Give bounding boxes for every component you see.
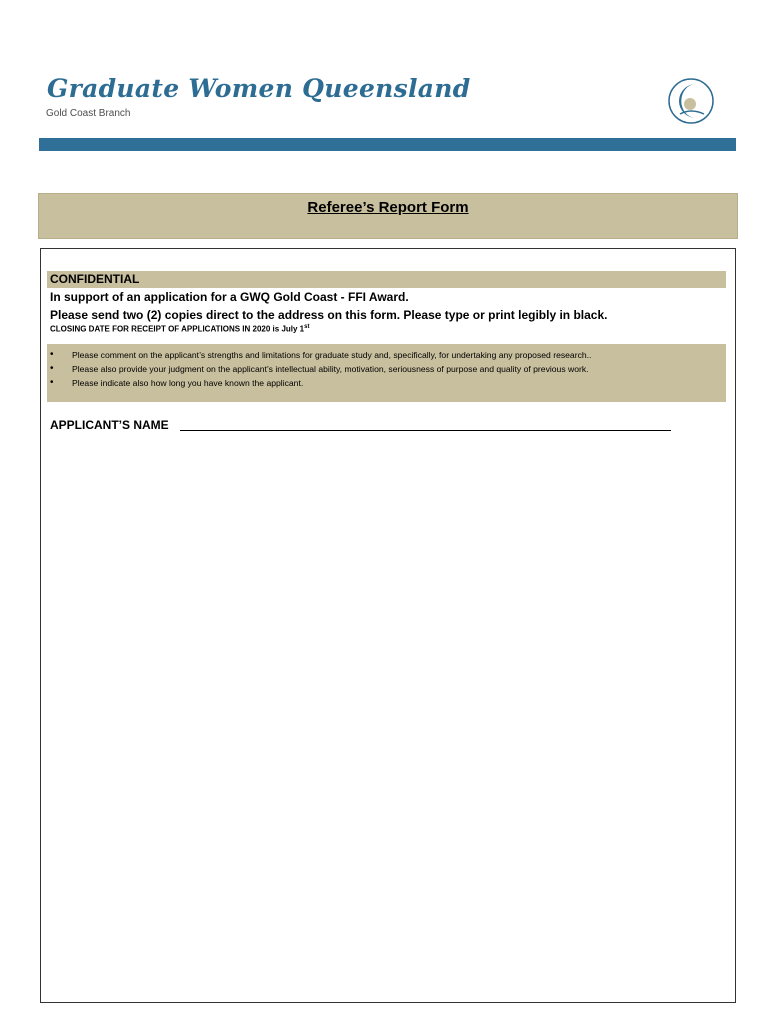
- applicant-name-field[interactable]: [180, 430, 671, 431]
- instruction-text: Please indicate also how long you have known the applicant.: [72, 378, 304, 388]
- header-bar: [39, 138, 736, 151]
- closing-date-suffix: st: [304, 324, 310, 330]
- send-line: Please send two (2) copies direct to the address on this form. Please type or print legibly in black.: [50, 308, 608, 322]
- branch-name: Gold Coast Branch: [46, 108, 131, 119]
- title-band: [38, 193, 738, 239]
- support-line: In support of an application for a GWQ Gold Coast - FFI Award.: [50, 290, 409, 304]
- bullet-icon: •: [50, 349, 54, 360]
- instruction-text: Please also provide your judgment on the applicant’s intellectual ability, motivation, seriousness of purpose and quality of previous work.: [72, 364, 589, 374]
- moon-emblem-icon: [666, 78, 716, 124]
- bullet-icon: •: [50, 377, 54, 388]
- applicant-name-label: APPLICANT’S NAME: [50, 418, 169, 432]
- closing-date-line: [50, 324, 309, 334]
- org-name: Graduate Women Queensland: [47, 74, 471, 103]
- confidential-label: CONFIDENTIAL: [50, 272, 140, 286]
- instruction-text: Please comment on the applicant’s strengths and limitations for graduate study and, specifically, for undertaking any proposed research..: [72, 350, 592, 360]
- instructions-box: [47, 344, 726, 402]
- bullet-icon: •: [50, 363, 54, 374]
- form-title: Referee’s Report Form: [307, 199, 469, 216]
- closing-date-text: CLOSING DATE FOR RECEIPT OF APPLICATIONS IN 2020 is July 1: [50, 324, 305, 334]
- confidential-bar: [47, 271, 726, 288]
